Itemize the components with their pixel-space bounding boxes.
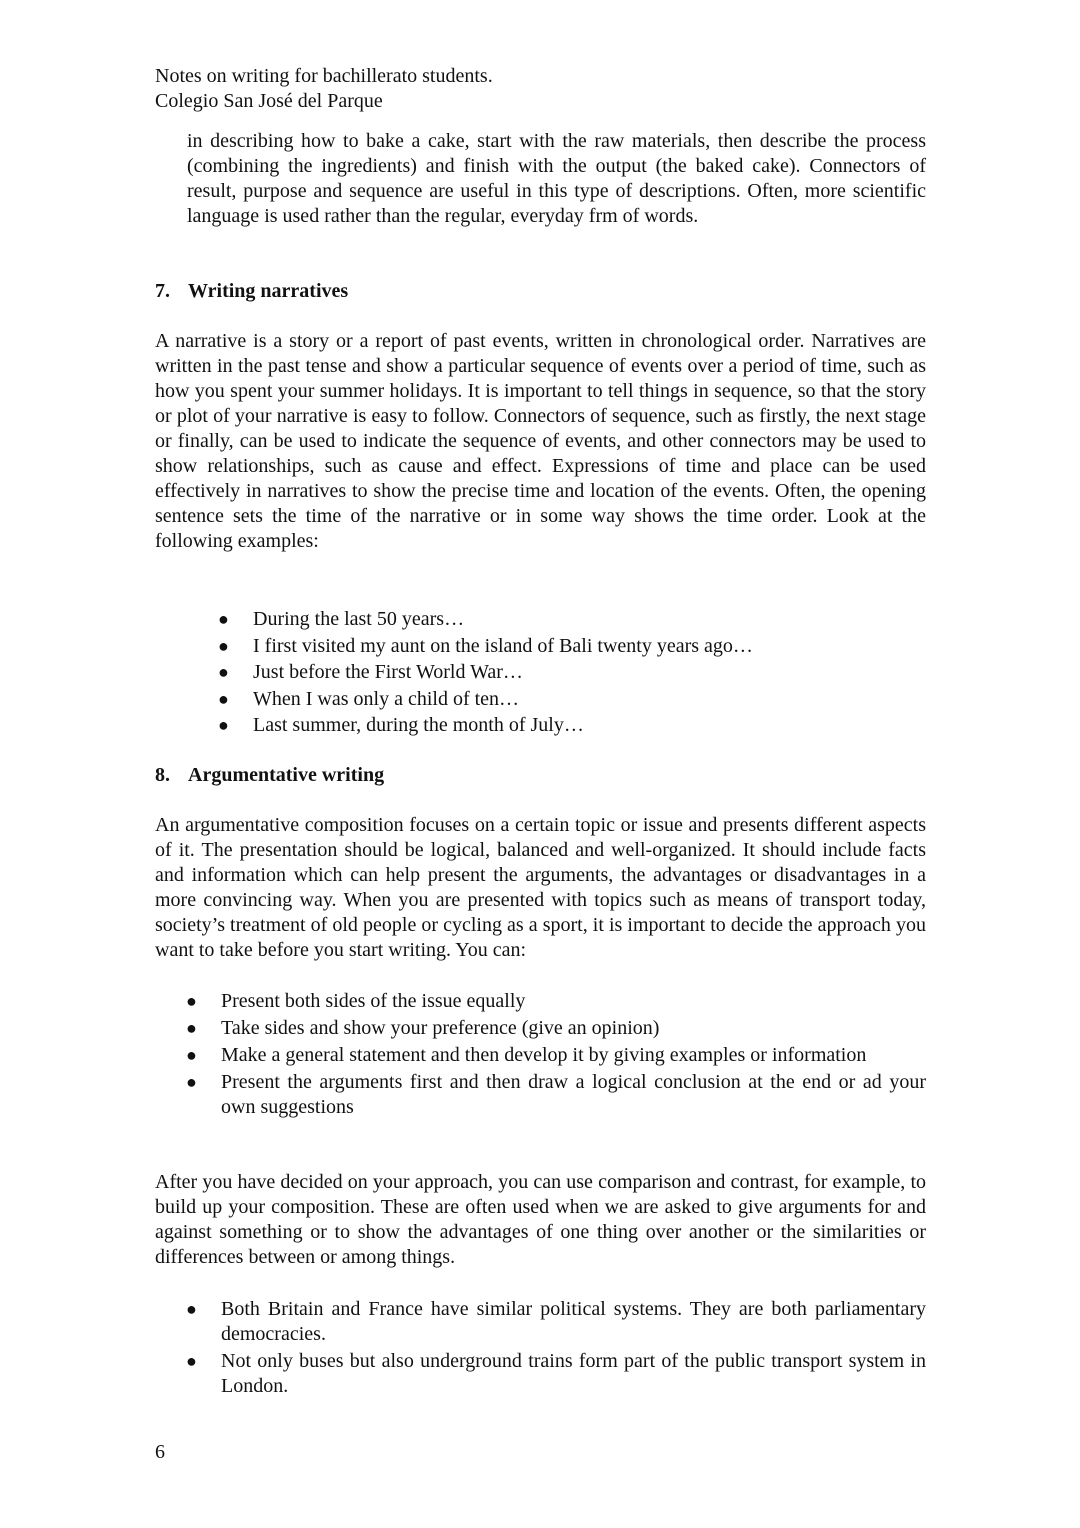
comparison-examples-list <box>186 1297 926 1401</box>
list-item-text: I first visited my aunt on the island of Bali twenty years ago… <box>253 634 753 657</box>
bullet-icon: ● <box>186 1299 197 1319</box>
bullet-icon: ● <box>218 609 229 629</box>
page-header <box>155 64 493 114</box>
list-item <box>218 606 918 633</box>
list-item-text: Last summer, during the month of July… <box>253 714 584 736</box>
list-item <box>186 1070 926 1120</box>
list-item <box>218 659 918 686</box>
list-item <box>186 1016 926 1041</box>
bullet-icon: ● <box>186 1045 197 1065</box>
bullet-icon: ● <box>218 635 229 656</box>
section-7-number: 7. <box>155 280 170 302</box>
approaches-list <box>186 989 926 1122</box>
list-item <box>186 989 926 1014</box>
list-item-text: Both Britain and France have similar political systems. They are both parliamentary democracies. <box>221 1298 926 1345</box>
section-8-paragraph: An argumentative composition focuses on a certain topic or issue and presents different aspects of it. The presentation should be logical, balanced and well-organized. It should include facts and information which can help present the arguments, the advantages or disadvantages in a more convincing way. When you are presented with topics such as means of transport today, society’s treatment of old people or cycling as a sport, it is important to decide the approach you want to take before you start writing. You can: <box>155 814 926 961</box>
section-8-heading <box>155 763 384 788</box>
page-number: 6 <box>155 1441 165 1463</box>
list-item-text: Take sides and show your preference (give an opinion) <box>221 1017 660 1039</box>
list-item <box>218 712 918 739</box>
list-item <box>218 686 918 713</box>
list-item-text: Present the arguments first and then draw a logical conclusion at the end or ad your own suggestions <box>221 1071 926 1118</box>
list-item-text: When I was only a child of ten… <box>253 687 520 710</box>
bullet-icon: ● <box>186 1072 197 1092</box>
list-item <box>186 1349 926 1399</box>
section-7-title: Writing narratives <box>188 280 349 302</box>
section-8-paragraph-2: After you have decided on your approach, you can use comparison and contrast, for example, to build up your composition. These are often used when we are asked to give arguments for and against something or to show the advantages of one thing over another or the similarities or differences between or among things. <box>155 1171 926 1268</box>
list-item-text: Present both sides of the issue equally <box>221 990 526 1012</box>
section-7-heading <box>155 279 348 304</box>
bullet-icon: ● <box>218 662 229 682</box>
list-item-text: Not only buses but also underground trains form part of the public transport system in London. <box>221 1350 926 1397</box>
list-item-text: Just before the First World War… <box>253 661 523 683</box>
section-7-paragraph: A narrative is a story or a report of past events, written in chronological order. Narratives are written in the past tense and show a particular sequence of events over a period of time, such as how you spent your summer holidays. It is important to tell things in sequence, so that the story or plot of your narrative is easy to follow. Connectors of sequence, such as firstly, the next stage or finally, can be used to indicate the sequence of events, and other connectors may be used to show relationships, such as cause and effect. Expressions of time and place can be used effectively in narratives to show the precise time and location of the events. Often, the opening sentence sets the time of the narrative or in some way shows the time order. Look at the following examples: <box>155 330 926 552</box>
narrative-examples-list <box>218 606 918 739</box>
list-item-text: Make a general statement and then develop it by giving examples or information <box>221 1044 867 1066</box>
list-item <box>186 1297 926 1347</box>
bullet-icon: ● <box>186 1018 197 1038</box>
continuation-paragraph: in describing how to bake a cake, start with the raw materials, then describe the process (combining the ingredients) and finish with the output (the baked cake). Connectors of result, purpose and sequence are useful in this type of descriptions. Often, more scientific language is used rather than the regular, everyday frm of words. <box>187 130 926 227</box>
list-item <box>186 1043 926 1068</box>
bullet-icon: ● <box>186 991 197 1011</box>
section-8-number: 8. <box>155 764 170 786</box>
header-line-2: Colegio San José del Parque <box>155 90 383 112</box>
list-item-text: During the last 50 years… <box>253 608 465 630</box>
bullet-icon: ● <box>186 1351 197 1371</box>
list-item <box>218 633 918 660</box>
header-line-1: Notes on writing for bachillerato students. <box>155 65 493 87</box>
bullet-icon: ● <box>218 715 229 735</box>
bullet-icon: ● <box>218 688 229 709</box>
section-8-title: Argumentative writing <box>188 764 385 786</box>
